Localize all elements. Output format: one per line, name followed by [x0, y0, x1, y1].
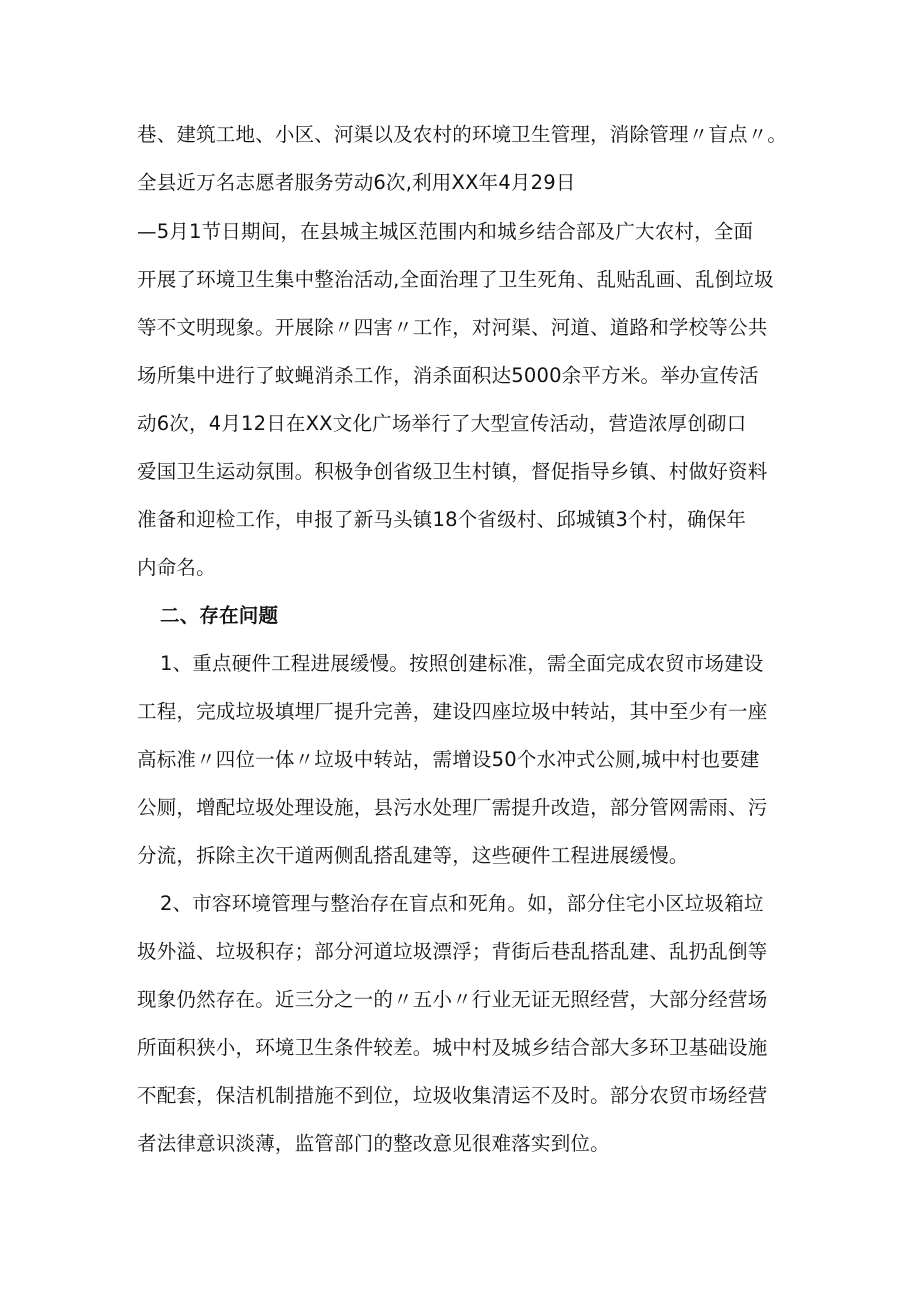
text-line: 2、市容环境管理与整治存在盲点和死角。如，部分住宅小区垃圾箱垃 [160, 892, 764, 915]
text-line: 高标准〃四位一体〃垃圾中转站，需增设50个水冲式公厕,城中村也要建 [137, 748, 760, 771]
text-line: 内命名。 [137, 556, 216, 579]
text-line: 1、重点硬件工程进展缓慢。按照创建标准，需全面完成农贸市场建设 [160, 652, 764, 675]
text-line: 工程，完成垃圾填埋厂提升完善，建设四座垃圾中转站，其中至少有一座 [137, 700, 768, 723]
text-line: 全县近万名志愿者服务劳动6次,利用XX年4月29日 [137, 171, 576, 194]
text-line: 准备和迎检工作，申报了新马头镇18个省级村、邱城镇3个村，确保年 [137, 508, 747, 531]
text-line: —5月1节日期间，在县城主城区范围内和城乡结合部及广大农村，全面 [137, 220, 754, 243]
text-line: 分流，拆除主次干道两侧乱搭乱建等，这些硬件工程进展缓慢。 [137, 844, 689, 867]
text-line: 公厕，增配垃圾处理设施，县污水处理厂需提升改造，部分管网需雨、污 [137, 796, 768, 819]
text-line: 场所集中进行了蚊蝇消杀工作，消杀面积达5000余平方米。举办宣传活 [137, 364, 759, 387]
section-heading: 二、存在问题 [160, 604, 279, 627]
text-line: 现象仍然存在。近三分之一的〃五小〃行业无证无照经营，大部分经营场 [137, 988, 768, 1011]
text-line: 爱国卫生运动氛围。积极争创省级卫生村镇，督促指导乡镇、村做好资料 [137, 460, 768, 483]
text-line: 不配套，保洁机制措施不到位，垃圾收集清运不及时。部分农贸市场经营 [137, 1084, 768, 1107]
text-line: 圾外溢、垃圾积存；部分河道垃圾漂浮；背街后巷乱搭乱建、乱扔乱倒等 [137, 940, 768, 963]
text-line: 开展了环境卫生集中整治活动,全面治理了卫生死角、乱贴乱画、乱倒垃圾 [137, 268, 774, 291]
text-line: 巷、建筑工地、小区、河渠以及农村的环境卫生管理，消除管理〃盲点〃。 [137, 123, 788, 146]
text-line: 动6次，4月12日在XX文化广场举行了大型宣传活动，营造浓厚创砌口 [137, 412, 747, 435]
text-line: 所面积狭小，环境卫生条件较差。城中村及城乡结合部大多环卫基础设施 [137, 1036, 768, 1059]
text-line: 等不文明现象。开展除〃四害〃工作，对河渠、河道、道路和学校等公共 [137, 316, 768, 339]
text-line: 者法律意识淡薄，监管部门的整改意见很难落实到位。 [137, 1132, 610, 1155]
